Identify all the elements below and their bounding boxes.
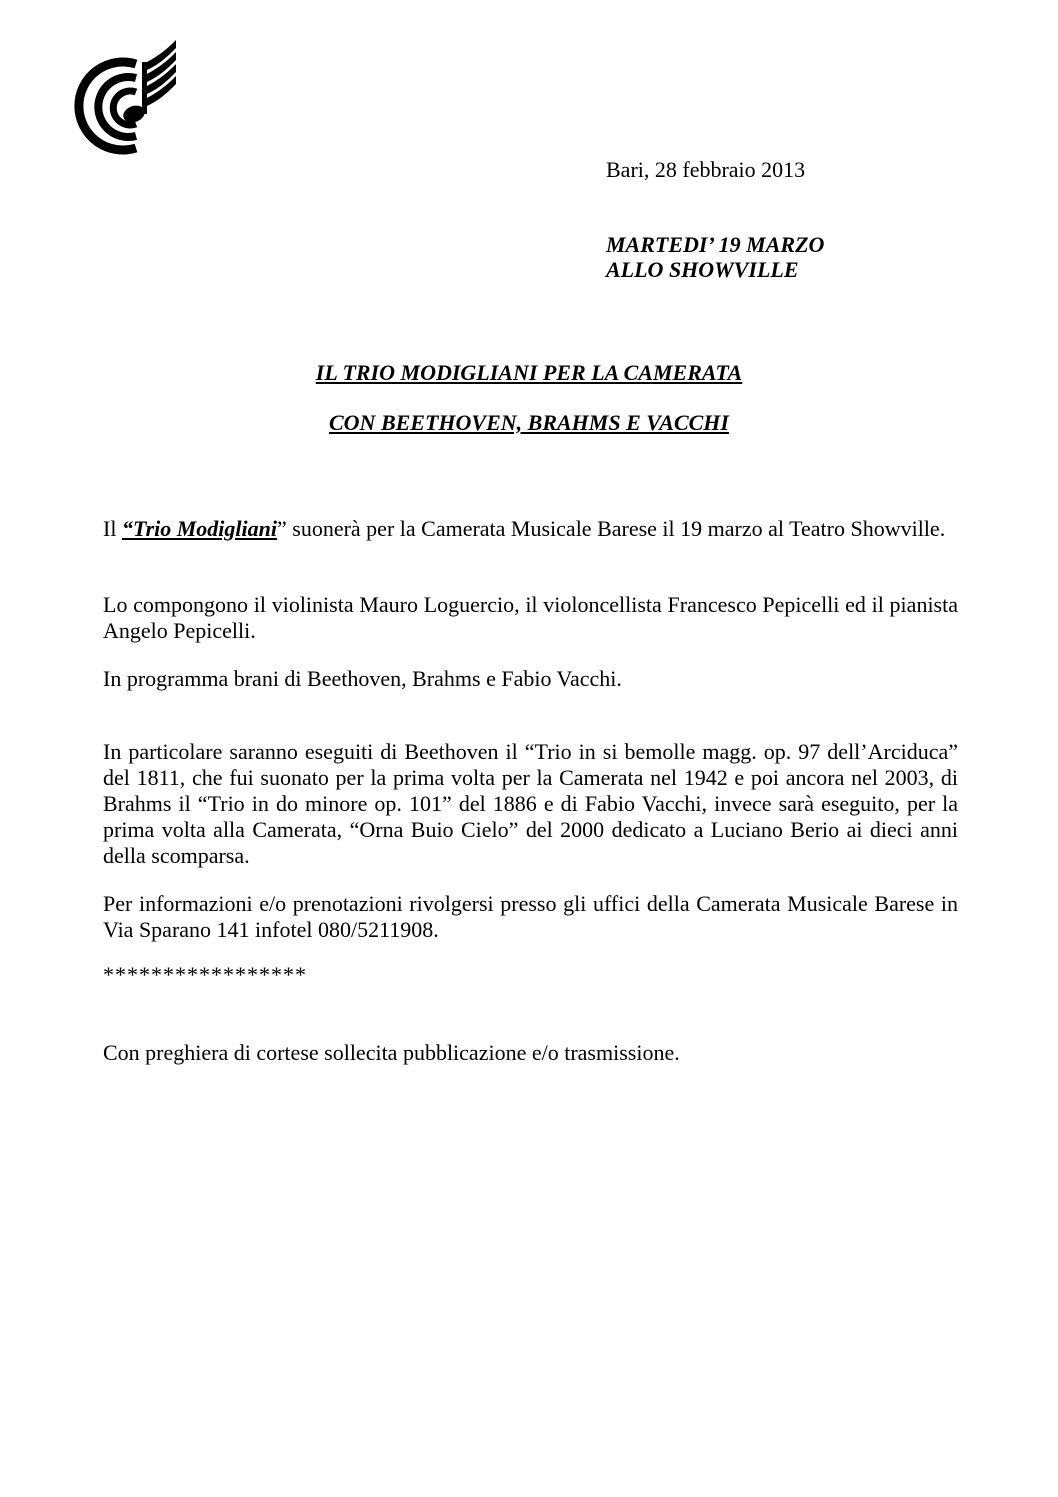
paragraph-intro	[103, 516, 958, 542]
paragraph-program: In programma brani di Beethoven, Brahms e Fabio Vacchi.	[103, 666, 622, 691]
paragraph-members: Lo compongono il violinista Mauro Loguercio, il violoncellista Francesco Pepicelli ed il pianista Angelo Pepicelli.	[103, 592, 958, 643]
event-info	[606, 232, 824, 282]
event-day: MARTEDI’ 19 MARZO	[606, 232, 825, 257]
ensemble-name: “Trio Modigliani	[121, 516, 277, 541]
headline-line-1: IL TRIO MODIGLIANI PER LA CAMERATA	[315, 360, 743, 385]
camerata-logo-icon	[70, 40, 182, 158]
event-venue: ALLO SHOWVILLE	[606, 257, 799, 282]
paragraph-details: In particolare saranno eseguiti di Beethoven il “Trio in si bemolle magg. op. 97 dell’Arciduca” del 1811, che fui suonato per la prima volta per la Camerata nel 1942 e poi ancora nel 2003, di Brahms il “Trio in do minore op. 101” del 1886 e di Fabio Vacchi, invece sarà eseguito, per la prima volta alla Camerata, “Orna Buio Cielo” del 2000 dedicato a Luciano Berio ai dieci anni della scomparsa.	[103, 739, 958, 868]
letter-date: Bari, 28 febbraio 2013	[606, 157, 806, 182]
intro-rest: ” suonerà per la Camerata Musicale Barese il 19 marzo al Teatro Showville.	[277, 516, 946, 541]
separator: *****************	[103, 962, 307, 987]
intro-prefix: Il	[103, 516, 122, 541]
closing-line: Con preghiera di cortese sollecita pubblicazione e/o trasmissione.	[103, 1040, 680, 1065]
headline-line-2: CON BEETHOVEN, BRAHMS E VACCHI	[329, 410, 729, 435]
paragraph-contact: Per informazioni e/o prenotazioni rivolgersi presso gli uffici della Camerata Musicale Barese in Via Sparano 141 infotel 080/5211908.	[103, 891, 958, 942]
